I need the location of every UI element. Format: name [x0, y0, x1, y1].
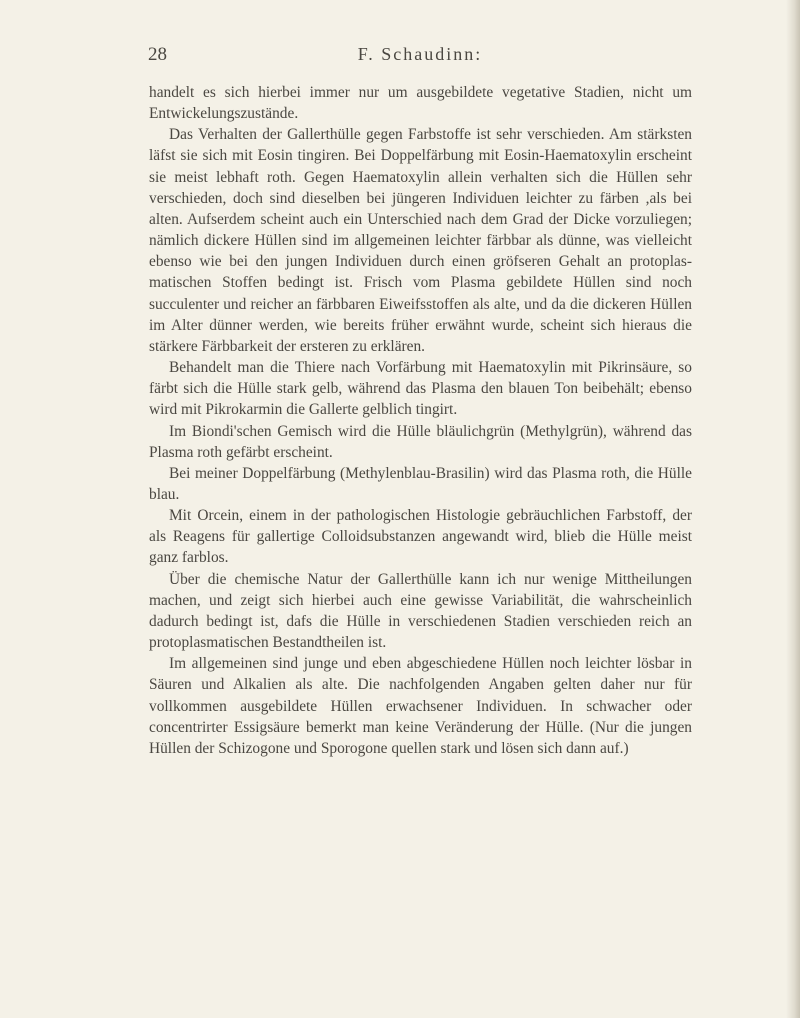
- paragraph: Mit Orcein, einem in der pathologischen Histologie gebräuchlichen Farbstoff, der als Reagens für gallertige Colloidsubstanzen angewandt wird, blieb die Hülle meist ganz farblos.: [149, 507, 692, 567]
- page-number: 28: [148, 44, 167, 65]
- paragraph: Über die chemische Natur der Gallerthülle kann ich nur wenige Mittheilungen machen, und zeigt sich hierbei auch eine gewisse Variabilität, die wahrscheinlich dadurch bedingt ist, dafs die Hülle in verschiedenen Stadien verschieden reich an protoplasmatischen Bestandtheilen ist.: [149, 570, 692, 652]
- page-edge-shadow: [786, 0, 800, 1018]
- paragraph: Behandelt man die Thiere nach Vorfärbung mit Haematoxylin mit Pikrinsäure, so färbt sich die Hülle stark gelb, während das Plasma den blauen Ton beibehält; ebenso wird mit Pikrokarmin die Gallerte gelblich tingirt.: [149, 359, 692, 419]
- running-head: F. Schaudinn:: [357, 44, 483, 64]
- paragraph: handelt es sich hierbei immer nur um ausgebildete vegetative Stadien, nicht um Entwickelungszustände.: [149, 84, 692, 123]
- paragraph: Bei meiner Doppelfärbung (Methylenblau-Brasilin) wird das Plasma roth, die Hülle blau.: [149, 464, 692, 503]
- page-header: [148, 44, 692, 72]
- paragraph: Im Biondi'schen Gemisch wird die Hülle bläulichgrün (Methylgrün), während das Plasma roth gefärbt erscheint.: [149, 422, 692, 461]
- body-text: [149, 82, 692, 759]
- paragraph: Im allgemeinen sind junge und eben abgeschiedene Hüllen noch leichter lösbar in Säuren und Alkalien als alte. Die nachfolgenden Angaben gelten daher nur für vollkommen ausgebildete Hüllen erwachsener Individuen. In schwacher oder concentrirter Essigsäure bemerkt man keine Veränderung der Hülle. (Nur die jungen Hüllen der Schizogone und Sporogone quellen stark und lösen sich dann auf.): [149, 655, 692, 757]
- paragraph: Das Verhalten der Gallerthülle gegen Farbstoffe ist sehr verschieden. Am stärksten läfst sie sich mit Eosin tingiren. Bei Doppelfärbung mit Eosin-Haematoxylin erscheint sie meist lebhaft roth. Gegen Haematoxylin allein verhalten sich die Hüllen sehr verschieden, doch sind dieselben bei jüngeren Individuen leichter zu färben ,als bei alten. Aufserdem scheint auch ein Unterschied nach dem Grad der Dicke vorzuliegen; nämlich dickere Hüllen sind im allgemeinen leichter färbbar als dünne, was vielleicht ebenso wie bei den jungen Individuen durch einen gröfseren Gehalt an protoplasmatischen Stoffen bedingt ist. Frisch vom Plasma gebildete Hüllen sind noch succulenter und reicher an färbbaren Eiweifsstoffen als alte, und da die dickeren Hüllen im Alter dünner werden, wie bereits früher erwähnt wurde, scheint sich hieraus die stärkere Färbbarkeit der ersteren zu erklären.: [149, 126, 692, 355]
